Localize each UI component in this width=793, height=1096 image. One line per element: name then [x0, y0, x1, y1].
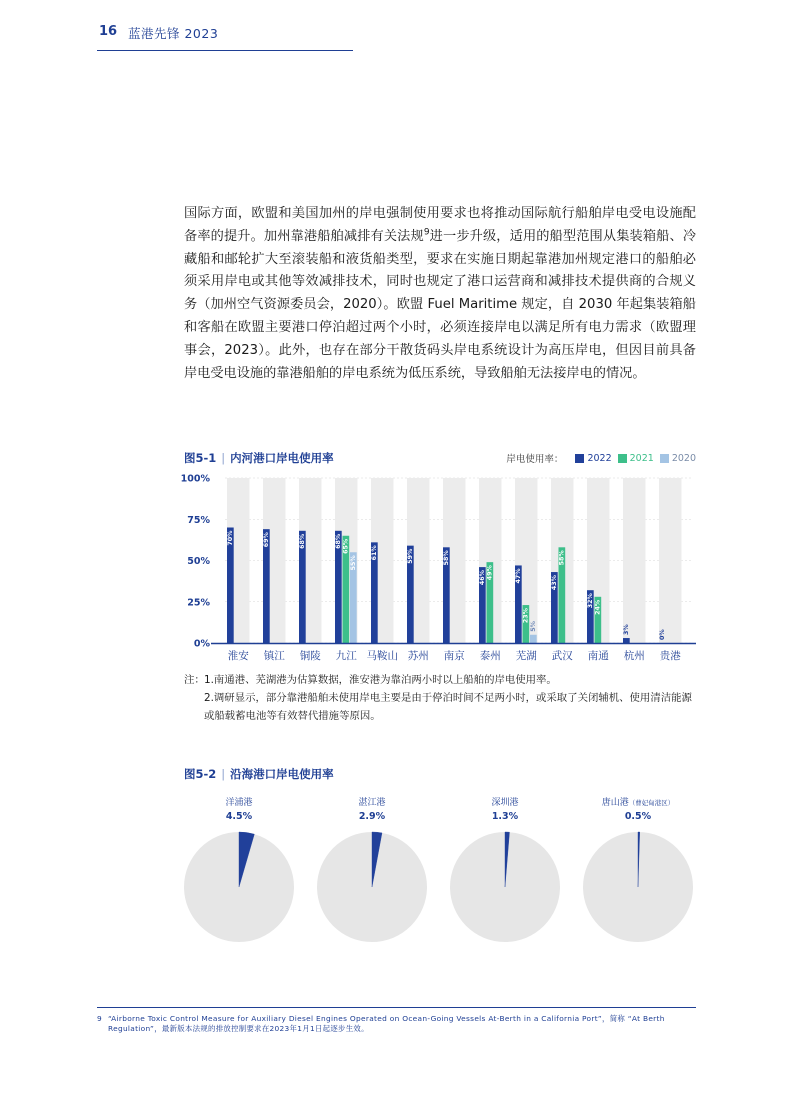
note-item-1: 1.南通港、芜湖港为估算数据，淮安港为靠泊两小时以上船舶的岸电使用率。 — [204, 674, 557, 686]
bar-2020 — [530, 635, 537, 643]
data-label: 24% — [594, 599, 602, 615]
figure2-separator: | — [221, 767, 226, 781]
pie-value-label: 0.5% — [624, 811, 652, 822]
body-text-part1: 国际方面，欧盟和美国加州的岸电强制使用要求也将推动国际航行船舶岸电受电设施配备率的提升。加州靠港船舶减排有关法规 — [184, 206, 696, 244]
data-label: 49% — [486, 565, 494, 581]
y-tick-label: 100% — [181, 473, 210, 485]
legend-swatch-2021 — [618, 454, 627, 463]
chart-legend — [506, 451, 696, 465]
footnote-rule — [97, 1007, 696, 1008]
data-label: 55% — [349, 555, 357, 571]
y-tick-label: 75% — [187, 514, 210, 526]
data-label: 65% — [342, 538, 350, 554]
x-tick-label: 泰州 — [479, 650, 501, 662]
pie-name: 湛江港 — [358, 798, 386, 808]
legend-item-2020 — [660, 453, 696, 464]
x-tick-label: 芜湖 — [515, 650, 537, 662]
data-label: 3% — [622, 624, 630, 636]
figure1-separator: | — [221, 451, 226, 465]
figure2-number: 图5-2 — [184, 767, 217, 781]
figure1-number: 图5-1 — [184, 451, 217, 465]
figure2-title-text: 沿海港口岸电使用率 — [230, 767, 334, 781]
legend-item-2022 — [575, 453, 611, 464]
data-label: 46% — [478, 570, 486, 586]
legend-label-2022: 2022 — [587, 452, 612, 464]
legend-item-2021 — [618, 453, 654, 464]
y-tick-label: 0% — [193, 638, 210, 650]
body-text-part2: 进一步升级，适用的船型范围从集装箱船、冷藏船和邮轮扩大至滚装船和液货船类型，要求在实施日期起靠港加州规定港口的船舶必须采用岸电或其他等效减排技术，同时也规定了港口运营商和减排技术提供商的合规义务（加州空气资源委员会，2020）。欧盟 Fuel Maritime 规定，自 2030 年起集装箱船和客船在欧盟主要港口停泊超过两个小时，必须连接岸电以满足所有电力需求（欧盟理事会，2023）。此外，也存在部分干散货码头岸电系统设计为高压岸电，但因目前具备岸电受电设施的靠港船舶的岸电系统为低压系统，导致船舶无法接岸电的情况。 — [184, 228, 697, 381]
data-label: 47% — [514, 568, 522, 584]
legend-swatch-2022 — [575, 454, 584, 463]
figure2-title — [184, 766, 334, 782]
footnote — [97, 1014, 702, 1034]
figure1-title-text: 内河港口岸电使用率 — [230, 451, 334, 465]
data-label: 0% — [658, 629, 666, 640]
x-tick-label: 九江 — [335, 650, 357, 662]
bar-track — [623, 478, 646, 643]
data-label: 68% — [334, 533, 342, 549]
x-tick-label: 淮安 — [227, 650, 249, 662]
data-label: 61% — [370, 545, 378, 561]
data-label: 23% — [522, 608, 530, 624]
footnote-number: 9 — [97, 1014, 103, 1023]
notes-prefix: 注： — [184, 674, 205, 686]
legend-title: 岸电使用率： — [506, 454, 564, 465]
x-tick-label: 马鞍山 — [366, 650, 398, 662]
x-tick-label: 南通 — [587, 650, 609, 662]
body-paragraph — [184, 203, 696, 385]
footnote-ref[interactable]: 9 — [423, 227, 430, 238]
header-rule — [97, 50, 353, 51]
pie-name: 唐山港（曹妃甸港区） — [601, 798, 675, 808]
figure1-title — [184, 450, 334, 466]
data-label: 59% — [406, 548, 414, 564]
bar-2022 — [623, 638, 630, 643]
data-label: 68% — [298, 533, 306, 549]
chart-notes — [184, 671, 696, 725]
pie-value-label: 2.9% — [358, 811, 386, 822]
pie-value-label: 1.3% — [491, 811, 519, 822]
pie-value-label: 4.5% — [225, 811, 253, 822]
pie-name-note: （曹妃甸港区） — [628, 799, 675, 807]
pie-name: 深圳港 — [491, 798, 519, 808]
x-tick-label: 镇江 — [263, 650, 285, 662]
data-label: 69% — [262, 532, 270, 548]
x-tick-label: 贵港 — [659, 650, 681, 662]
data-label: 5% — [529, 621, 537, 632]
data-label: 58% — [442, 550, 450, 566]
footnote-text: “Airborne Toxic Control Measure for Auxiliary Diesel Engines Operated on Ocean-Going Vessels At-Berth in a California Port”，简称 “At Berth Regulation”，最新版本法规的排放控制要求在2023年1月1日起逐步生效。 — [108, 1014, 665, 1033]
pie-name: 洋浦港 — [225, 798, 253, 808]
bar-chart — [181, 466, 700, 666]
bar-track — [659, 478, 682, 643]
x-tick-label: 武汉 — [551, 650, 573, 662]
legend-swatch-2020 — [660, 454, 669, 463]
page-number: 16 — [99, 24, 118, 39]
x-tick-label: 南京 — [443, 650, 465, 662]
pie-charts — [174, 790, 704, 950]
data-label: 43% — [550, 575, 558, 591]
y-tick-label: 50% — [187, 556, 210, 567]
y-tick-label: 25% — [187, 597, 210, 609]
x-tick-label: 杭州 — [623, 650, 645, 662]
data-label: 58% — [558, 550, 566, 566]
x-tick-label: 苏州 — [407, 650, 429, 662]
running-header-title: 蓝港先锋 2023 — [128, 26, 219, 41]
legend-label-2021: 2021 — [629, 452, 654, 464]
data-label: 32% — [586, 593, 594, 609]
legend-label-2020: 2020 — [671, 452, 696, 464]
x-tick-label: 铜陵 — [299, 650, 321, 662]
data-label: 70% — [226, 530, 234, 546]
note-item-2: 2.调研显示，部分靠港船舶未使用岸电主要是由于停泊时间不足两小时，或采取了关闭辅机、使用清洁能源或船载蓄电池等有效替代措施等原因。 — [204, 692, 692, 722]
